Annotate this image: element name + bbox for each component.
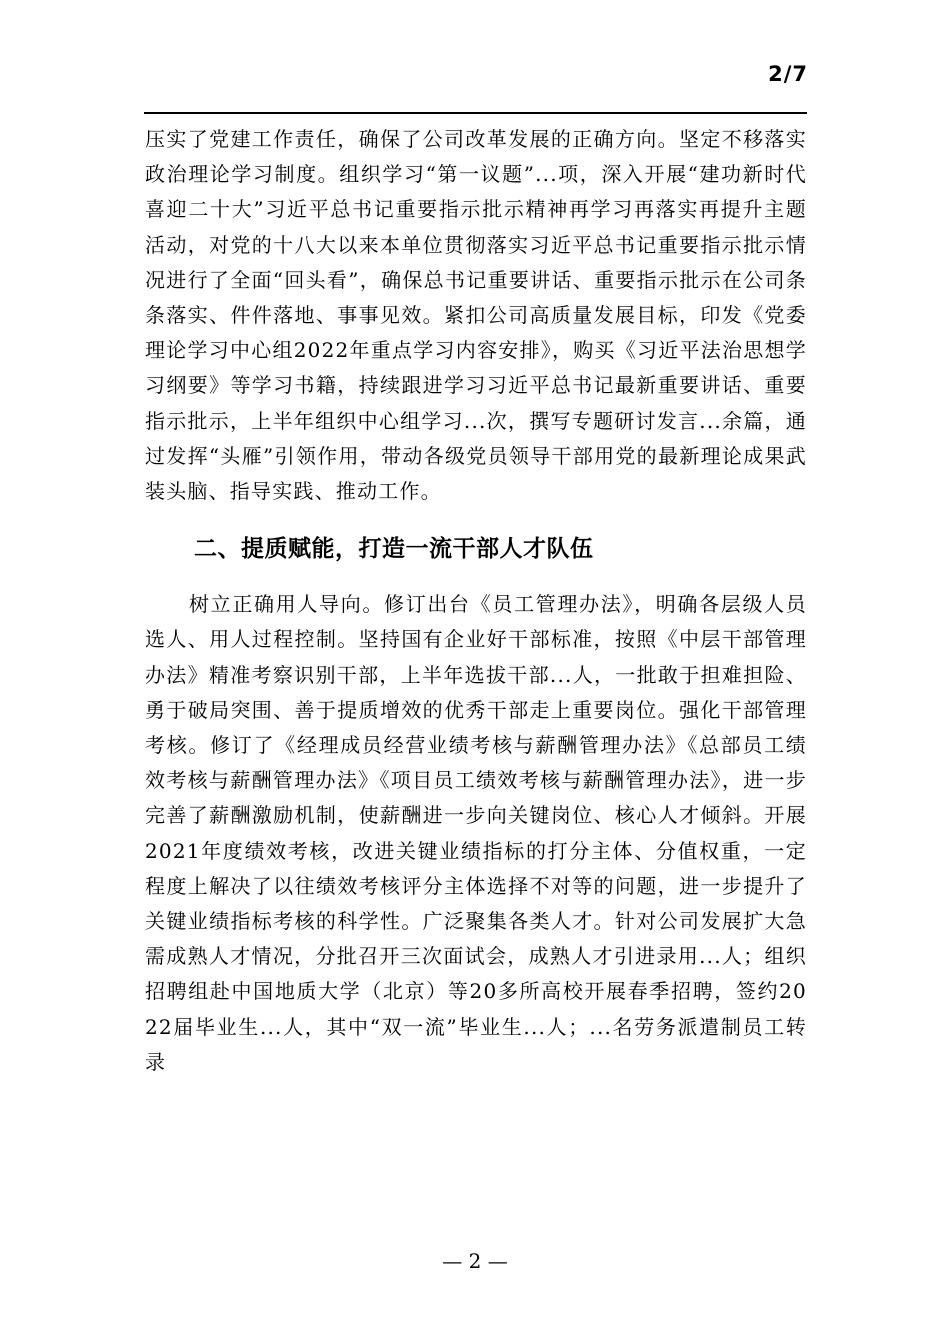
document-body	[145, 122, 807, 1080]
page-indicator: 2/7	[768, 62, 808, 86]
header-rule	[144, 112, 807, 114]
section-heading: 二、提质赋能，打造一流干部人才队伍	[194, 536, 594, 563]
paragraph-2: 树立正确用人导向。修订出台《员工管理办法》，明确各层级人员选人、用人过程控制。坚持国有企业好干部标准，按照《中层干部管理办法》精准考察识别干部，上半年选拔干部...人，一批敢于担难担险、勇于破局突围、善于提质增效的优秀干部走上重要岗位。强化干部管理考核。修订了《经理成员经营业绩考核与薪酬管理办法》《总部员工绩效考核与薪酬管理办法》《项目员工绩效考核与薪酬管理办法》，进一步完善了薪酬激励机制，使薪酬进一步向关键岗位、核心人才倾斜。开展2021年度绩效考核，改进关键业绩指标的打分主体、分值权重，一定程度上解决了以往绩效考核评分主体选择不对等的问题，进一步提升了关键业绩指标考核的科学性。广泛聚集各类人才。针对公司发展扩大急需成熟人才情况，分批召开三次面试会，成熟人才引进录用...人；组织招聘组赴中国地质大学（北京）等20多所高校开展春季招聘，签约2022届毕业生...人，其中“双一流”毕业生...人；...名劳务派遣制员工转录	[145, 592, 807, 1074]
paragraph-1: 压实了党建工作责任，确保了公司改革发展的正确方向。坚定不移落实政治理论学习制度。组织学习“第一议题”...项，深入开展“建功新时代 喜迎二十大”习近平总书记重要指示批示精神再学习再落实再提升主题活动，对党的十八大以来本单位贯彻落实习近平总书记重要指示批示情况进行了全面“回头看”，确保总书记重要讲话、重要指示批示在公司条条落实、件件落地、事事见效。紧扣公司高质量发展目标，印发《党委理论学习中心组2022年重点学习内容安排》，购买《习近平法治思想学习纲要》等学习书籍，持续跟进学习习近平总书记最新重要讲话、重要指示批示，上半年组织中心组学习...次，撰写专题研讨发言...余篇，通过发挥“头雁”引领作用，带动各级党员领导干部用党的最新理论成果武装头脑、指导实践、推动工作。	[145, 127, 807, 504]
page-number: — 2 —	[442, 1249, 508, 1273]
